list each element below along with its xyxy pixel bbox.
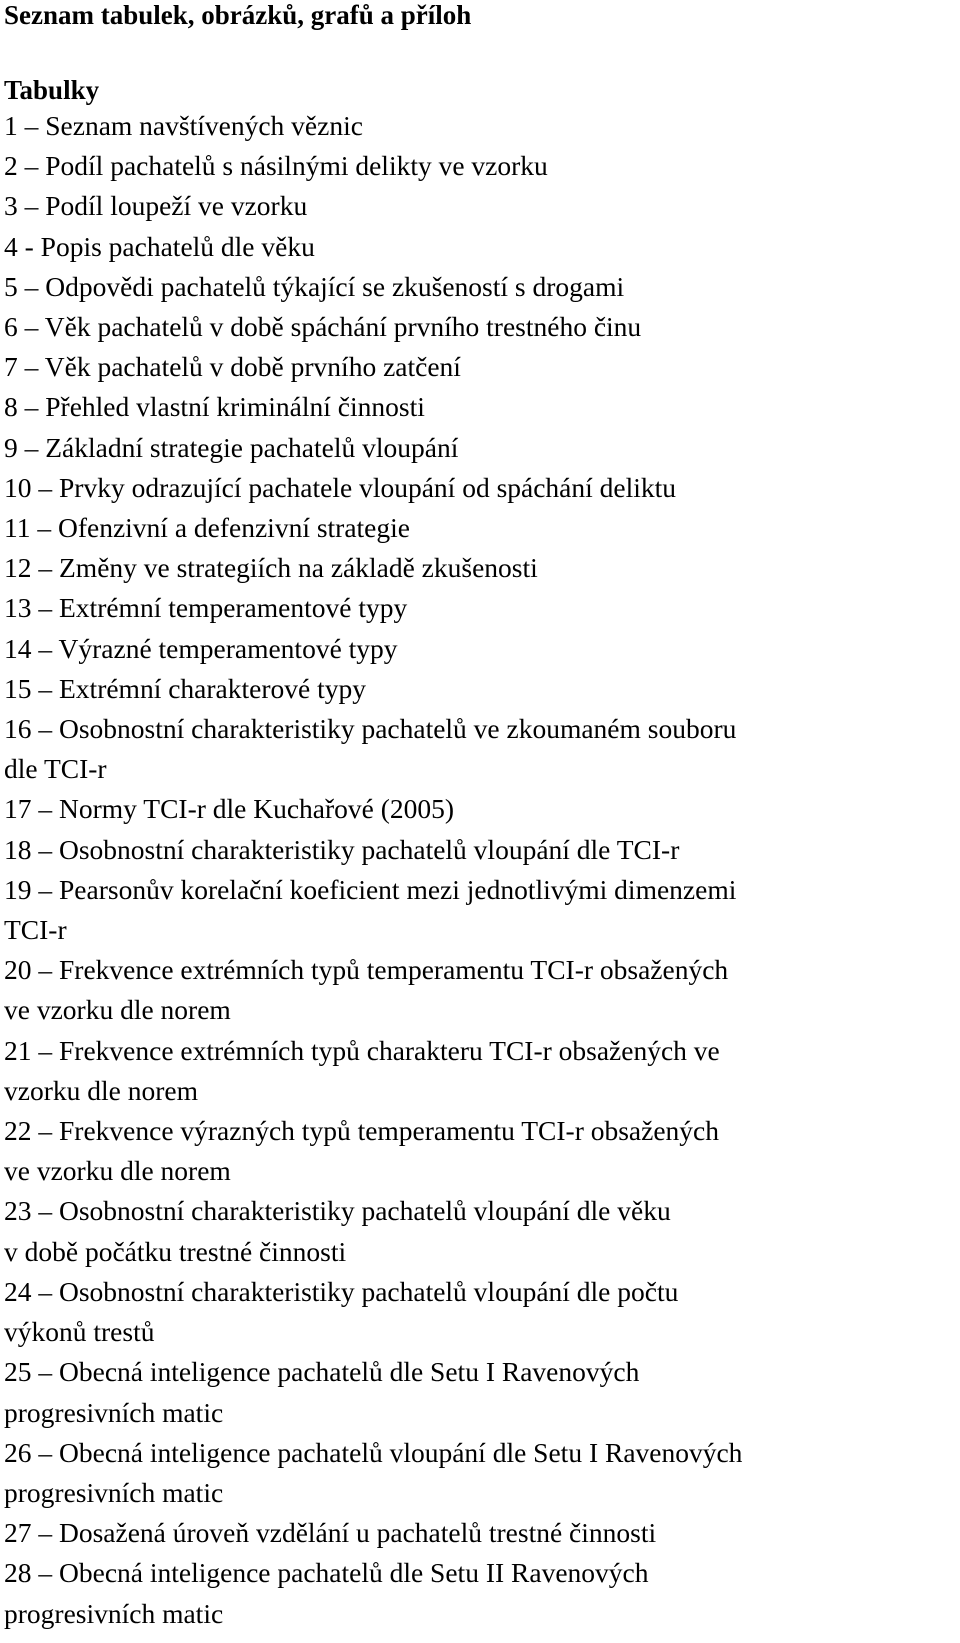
table-list-item — [4, 468, 954, 508]
table-item-number: 9 – — [4, 431, 46, 463]
document-title: Seznam tabulek, obrázků, grafů a příloh — [4, 0, 472, 30]
table-item-title: Extrémní temperamentové typy — [59, 592, 408, 624]
table-list-item-continuation — [4, 1151, 954, 1191]
table-item-title: Výrazné temperamentové typy — [58, 632, 398, 664]
table-item-title: progresivních matic — [4, 1396, 224, 1428]
table-list-item — [4, 227, 954, 267]
table-list-item — [4, 106, 954, 146]
table-list-item — [4, 186, 954, 226]
table-item-title: Obecná inteligence pachatelů dle Setu I Ravenových — [59, 1356, 640, 1388]
table-item-title: Obecná inteligence pachatelů vloupání dle Setu I Ravenových — [59, 1436, 743, 1468]
table-item-number: 25 – — [4, 1356, 59, 1388]
table-list-item — [4, 870, 954, 910]
table-item-title: Obecná inteligence pachatelů dle Setu II Ravenových — [59, 1557, 649, 1589]
table-item-number: 19 – — [4, 873, 59, 905]
table-item-number: 2 – — [4, 150, 46, 182]
table-item-title: Prvky odrazující pachatele vloupání od spáchání deliktu — [59, 471, 677, 503]
table-list-item — [4, 428, 954, 468]
table-list-item — [4, 146, 954, 186]
table-list-item — [4, 789, 954, 829]
table-item-title: Extrémní charakterové typy — [59, 672, 366, 704]
table-item-number: 12 – — [4, 552, 59, 584]
table-list-item — [4, 1352, 954, 1392]
table-list-item — [4, 950, 954, 990]
table-list-item — [4, 307, 954, 347]
table-list-item — [4, 387, 954, 427]
document-page — [4, 0, 954, 1634]
table-list-item — [4, 830, 954, 870]
table-item-title: Věk pachatelů v době spáchání prvního trestného činu — [44, 311, 642, 343]
table-item-title: Základní strategie pachatelů vloupání — [45, 431, 459, 463]
table-item-title: Dosažená úroveň vzdělání u pachatelů trestné činnosti — [59, 1517, 657, 1549]
table-item-number: 21 – — [4, 1034, 59, 1066]
table-item-number: 8 – — [4, 391, 46, 423]
table-item-title: Frekvence extrémních typů charakteru TCI-r obsažených ve — [59, 1034, 720, 1066]
table-item-number: 16 – — [4, 713, 59, 745]
table-item-title: Frekvence extrémních typů temperamentu TCI-r obsažených — [59, 954, 729, 986]
table-list-item — [4, 1513, 954, 1553]
table-item-number: 23 – — [4, 1195, 59, 1227]
table-item-title: progresivních matic — [4, 1476, 224, 1508]
table-item-title: výkonů trestů — [4, 1316, 155, 1348]
table-list-item — [4, 508, 954, 548]
table-list-item-continuation — [4, 1312, 954, 1352]
table-list-item-continuation — [4, 1393, 954, 1433]
tables-list — [4, 106, 954, 1634]
table-item-number: 14 – — [4, 632, 59, 664]
table-list-item — [4, 347, 954, 387]
table-list-item — [4, 1031, 954, 1071]
table-list-item — [4, 629, 954, 669]
table-list-item — [4, 1433, 954, 1473]
table-list-item — [4, 669, 954, 709]
table-item-title: Ofenzivní a defenzivní strategie — [57, 512, 410, 544]
table-item-title: Podíl loupeží ve vzorku — [45, 190, 308, 222]
table-item-number: 26 – — [4, 1436, 59, 1468]
table-item-title: Seznam navštívených věznic — [45, 110, 363, 141]
table-item-title: TCI-r — [4, 914, 67, 946]
table-item-title: Změny ve strategiích na základě zkušenosti — [59, 552, 538, 584]
table-list-item — [4, 548, 954, 588]
table-item-number: 11 – — [4, 512, 58, 544]
table-item-title: dle TCI-r — [4, 753, 107, 785]
table-item-number: 4 - — [4, 230, 41, 262]
table-list-item — [4, 1272, 954, 1312]
table-item-title: vzorku dle norem — [4, 1074, 198, 1106]
table-list-item-continuation — [4, 990, 954, 1030]
table-item-title: progresivních matic — [4, 1597, 224, 1629]
table-list-item-continuation — [4, 1594, 954, 1634]
table-item-number: 7 – — [4, 351, 45, 383]
table-item-title: ve vzorku dle norem — [4, 994, 231, 1026]
table-list-item — [4, 588, 954, 628]
table-item-title: Pearsonův korelační koeficient mezi jednotlivými dimenzemi — [59, 873, 737, 905]
table-list-item-continuation — [4, 910, 954, 950]
table-list-item-continuation — [4, 1071, 954, 1111]
table-item-title: Normy TCI-r dle Kuchařové (2005) — [59, 793, 455, 825]
table-item-number: 22 – — [4, 1115, 59, 1147]
table-item-number: 6 – — [4, 311, 45, 343]
table-item-title: Odpovědi pachatelů týkající se zkušeností s drogami — [45, 270, 625, 302]
table-item-number: 27 – — [4, 1517, 59, 1549]
table-list-item — [4, 1191, 954, 1231]
table-list-item — [4, 1111, 954, 1151]
table-item-number: 28 – — [4, 1557, 59, 1589]
table-list-item — [4, 267, 954, 307]
table-item-title: Osobnostní charakteristiky pachatelů vloupání dle TCI-r — [59, 833, 680, 865]
table-item-title: Popis pachatelů dle věku — [40, 230, 315, 262]
table-list-item — [4, 1553, 954, 1593]
table-item-number: 20 – — [4, 954, 59, 986]
table-item-number: 24 – — [4, 1275, 59, 1307]
table-item-title: Věk pachatelů v době prvního zatčení — [44, 351, 461, 383]
table-item-number: 13 – — [4, 592, 59, 624]
table-item-number: 10 – — [4, 471, 59, 503]
table-item-title: Přehled vlastní kriminální činnosti — [45, 391, 425, 423]
table-item-title: Frekvence výrazných typů temperamentu TCI-r obsažených — [59, 1115, 719, 1147]
table-item-title: Osobnostní charakteristiky pachatelů vloupání dle počtu — [59, 1275, 679, 1307]
table-item-number: 17 – — [4, 793, 59, 825]
table-list-item-continuation — [4, 1473, 954, 1513]
table-item-title: Podíl pachatelů s násilnými delikty ve vzorku — [45, 150, 548, 182]
table-item-number: 1 – — [4, 110, 46, 141]
table-list-item-continuation — [4, 1232, 954, 1272]
table-list-item — [4, 709, 954, 749]
table-item-title: Osobnostní charakteristiky pachatelů vloupání dle věku — [59, 1195, 671, 1227]
table-item-number: 3 – — [4, 190, 46, 222]
table-item-title: ve vzorku dle norem — [4, 1155, 231, 1187]
table-item-number: 5 – — [4, 270, 46, 302]
table-item-number: 18 – — [4, 833, 59, 865]
table-item-title: v době počátku trestné činnosti — [4, 1235, 347, 1267]
table-item-title: Osobnostní charakteristiky pachatelů ve zkoumaném souboru — [59, 713, 737, 745]
tables-section-heading: Tabulky — [4, 75, 100, 105]
table-item-number: 15 – — [4, 672, 59, 704]
table-list-item-continuation — [4, 749, 954, 789]
